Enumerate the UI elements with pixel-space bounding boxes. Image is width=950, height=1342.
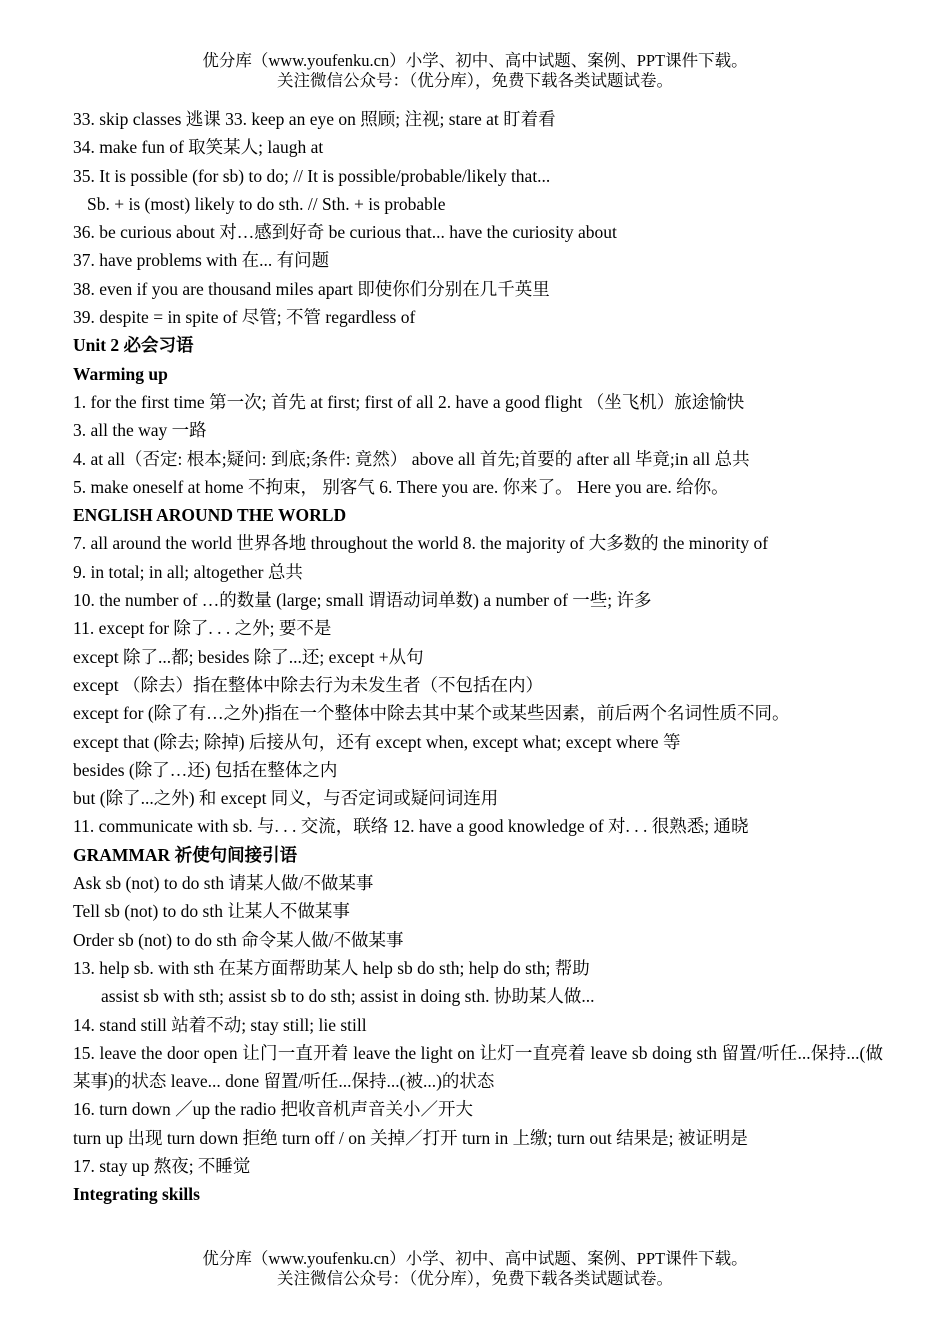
section-heading: Warming up	[73, 363, 168, 384]
text-line: 11. communicate with sb. 与. . . 交流，联络 12. have a good knowledge of 对. . . 很熟悉; 通晓	[73, 816, 749, 837]
footer-line-1: 优分库（www.youfenku.cn）小学、初中、高中试题、案例、PPT课件下载。	[202, 1249, 748, 1268]
text-line: 5. make oneself at home 不拘束， 别客气 6. There you are. 你来了。 Here you are. 给你。	[73, 476, 729, 497]
text-line: 37. have problems with 在... 有问题	[73, 250, 330, 271]
header-line-2: 关注微信公众号：（优分库），免费下载各类试题试卷。	[277, 71, 673, 90]
text-line: but (除了...之外) 和 except 同义，与否定词或疑问词连用	[73, 788, 499, 809]
page-footer	[0, 1249, 950, 1289]
section-heading: GRAMMAR 祈使句间接引语	[73, 844, 298, 865]
section-heading: ENGLISH AROUND THE WORLD	[73, 505, 347, 526]
text-line: Tell sb (not) to do sth 让某人不做某事	[73, 901, 350, 922]
text-line: 16. turn down ／up the radio 把收音机声音关小／开大	[73, 1099, 474, 1120]
text-line: except （除去）指在整体中除去行为未发生者（不包括在内）	[73, 674, 544, 695]
document-body	[73, 105, 883, 1209]
text-line: 35. It is possible (for sb) to do; // It is possible/probable/likely that...	[73, 165, 551, 186]
text-line: 39. despite = in spite of 尽管; 不管 regardless of	[73, 307, 416, 328]
text-line: 14. stand still 站着不动; stay still; lie still	[73, 1014, 367, 1035]
text-line: Order sb (not) to do sth 命令某人做/不做某事	[73, 929, 404, 950]
text-line: Ask sb (not) to do sth 请某人做/不做某事	[73, 873, 374, 894]
text-line: 36. be curious about 对…感到好奇 be curious that... have the curiosity about	[73, 222, 617, 243]
text-line: 15. leave the door open 让门一直开着 leave the light on 让灯一直亮着 leave sb doing sth 留置/听任...保持...(做某事)的状态 leave... done 留置/听任...保持...(被...)的状态	[73, 1042, 883, 1092]
page-header	[0, 51, 950, 91]
text-line: except for (除了有…之外)指在一个整体中除去其中某个或某些因素，前后两个名词性质不同。	[73, 703, 790, 724]
text-line: assist sb with sth; assist sb to do sth; assist in doing sth. 协助某人做...	[101, 986, 595, 1007]
text-line: except 除了...都; besides 除了...还; except +从句	[73, 646, 424, 667]
text-line: 34. make fun of 取笑某人; laugh at	[73, 137, 324, 158]
text-line: 11. except for 除了. . . 之外; 要不是	[73, 618, 332, 639]
section-heading: Unit 2 必会习语	[73, 335, 194, 356]
text-line: 3. all the way 一路	[73, 420, 207, 441]
text-line: 13. help sb. with sth 在某方面帮助某人 help sb do sth; help do sth; 帮助	[73, 957, 590, 978]
text-line: 7. all around the world 世界各地 throughout the world 8. the majority of 大多数的 the minority of	[73, 533, 769, 554]
footer-line-2: 关注微信公众号：（优分库），免费下载各类试题试卷。	[277, 1269, 673, 1288]
section-heading: Integrating skills	[73, 1184, 200, 1205]
text-line: except that (除去; 除掉) 后接从句，还有 except when, except what; except where 等	[73, 731, 681, 752]
text-line: turn up 出现 turn down 拒绝 turn off / on 关掉／打开 turn in 上缴; turn out 结果是; 被证明是	[73, 1127, 748, 1148]
text-line: 9. in total; in all; altogether 总共	[73, 561, 303, 582]
text-line: 10. the number of …的数量 (large; small 谓语动词单数) a number of 一些; 许多	[73, 590, 652, 611]
text-line: 17. stay up 熬夜; 不睡觉	[73, 1155, 251, 1176]
text-line: Sb. + is (most) likely to do sth. // Sth. + is probable	[87, 193, 446, 214]
text-line: 38. even if you are thousand miles apart 即使你们分别在几千英里	[73, 278, 550, 299]
text-line: 1. for the first time 第一次; 首先 at first; first of all 2. have a good flight （坐飞机）旅途愉快	[73, 391, 745, 412]
text-line: 4. at all（否定: 根本;疑问: 到底;条件: 竟然） above all 首先;首要的 after all 毕竟;in all 总共	[73, 448, 750, 469]
text-line: besides (除了…还) 包括在整体之内	[73, 759, 338, 780]
header-line-1: 优分库（www.youfenku.cn）小学、初中、高中试题、案例、PPT课件下载。	[202, 51, 748, 70]
text-line: 33. skip classes 逃课 33. keep an eye on 照顾; 注视; stare at 盯着看	[73, 109, 556, 129]
